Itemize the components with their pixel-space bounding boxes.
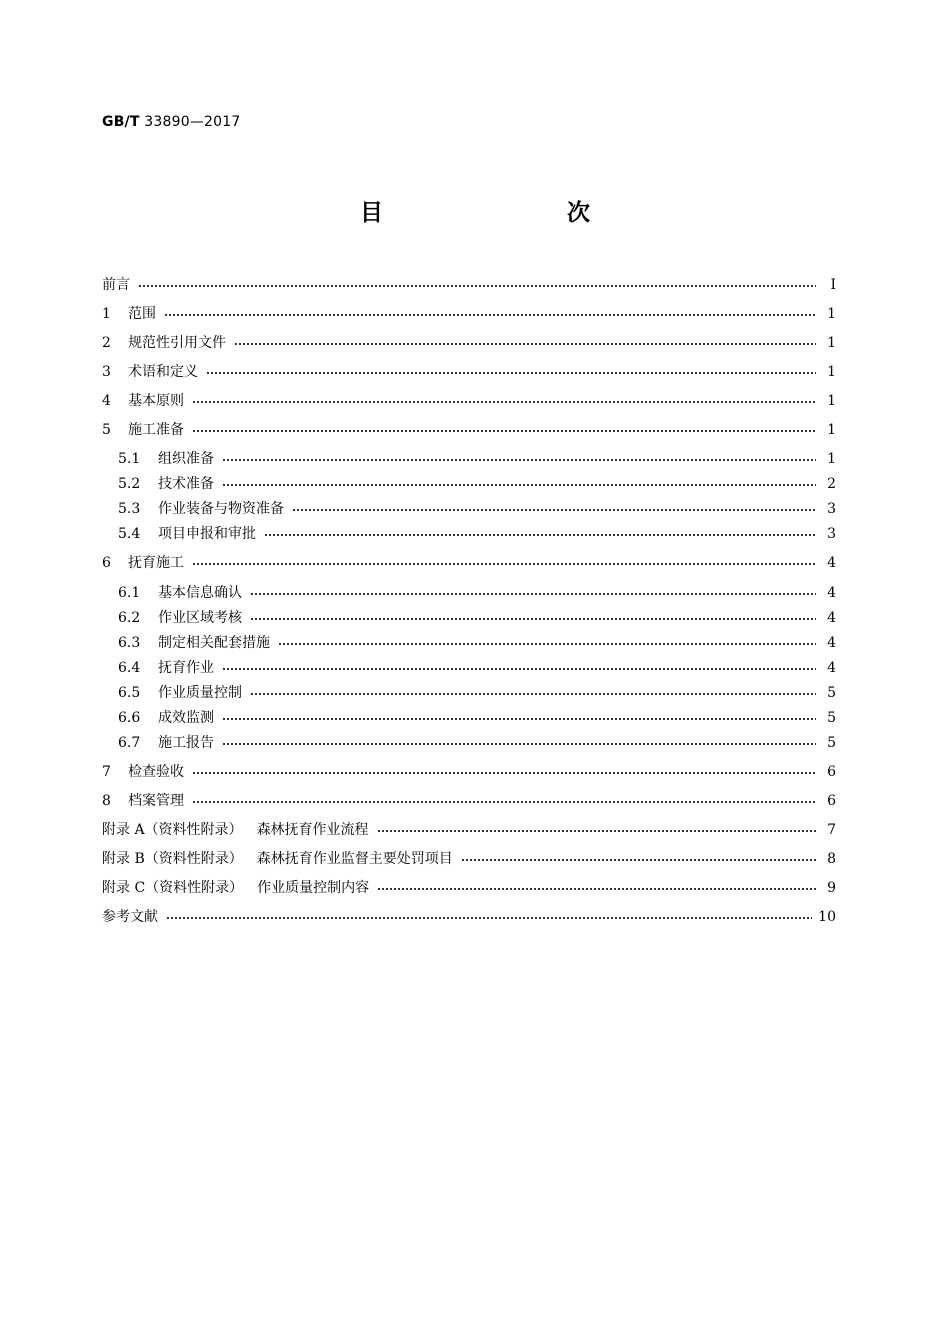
- standard-code: [102, 114, 240, 130]
- toc-entry-2[interactable]: [102, 332, 836, 354]
- toc-entry-label: 8 档案管理: [102, 793, 184, 809]
- toc-page-number: 7: [827, 822, 836, 838]
- toc-entry-6-3[interactable]: [118, 632, 836, 654]
- toc-entry-label: 附录 B（资料性附录） 森林抚育作业监督主要处罚项目: [102, 851, 453, 867]
- toc-entry-label: 6.7 施工报告: [118, 735, 214, 751]
- standard-code-prefix: GB/T: [102, 114, 140, 130]
- dot-leader: [166, 917, 812, 919]
- toc-page-number: 3: [827, 526, 836, 542]
- toc-entry-label: 4 基本原则: [102, 393, 184, 409]
- toc-entry-label: 6.5 作业质量控制: [118, 685, 242, 701]
- toc-page-number: 6: [827, 793, 836, 809]
- toc-page-number: 4: [827, 585, 836, 601]
- toc-entry-6-4[interactable]: [118, 657, 836, 679]
- toc-page-number: 1: [827, 364, 836, 380]
- toc-entry-5-4[interactable]: [118, 523, 836, 545]
- dot-leader: [222, 459, 816, 461]
- toc-page-number: 1: [827, 335, 836, 351]
- toc-entry-foreword[interactable]: [102, 274, 836, 296]
- toc-page-number: 9: [827, 880, 836, 896]
- toc-entry-6-1[interactable]: [118, 582, 836, 604]
- toc-page-number: 4: [827, 635, 836, 651]
- toc-entry-appendix-a[interactable]: [102, 819, 836, 841]
- toc-entry-8[interactable]: [102, 790, 836, 812]
- toc-entry-3[interactable]: [102, 361, 836, 383]
- toc-entry-1[interactable]: [102, 303, 836, 325]
- dot-leader: [164, 314, 816, 316]
- toc-entry-label: 6.6 成效监测: [118, 710, 214, 726]
- toc-entry-6[interactable]: [102, 552, 836, 574]
- toc-entry-label: 5.4 项目申报和审批: [118, 526, 256, 542]
- toc-entry-6-7[interactable]: [118, 732, 836, 754]
- toc-page-number: 5: [827, 735, 836, 751]
- toc-entry-label: 6 抚育施工: [102, 555, 184, 571]
- standard-code-number: 33890—2017: [144, 114, 241, 130]
- dot-leader: [278, 643, 816, 645]
- toc-page-number: 8: [827, 851, 836, 867]
- toc-entry-label: 参考文献: [102, 909, 158, 925]
- dot-leader: [138, 285, 816, 287]
- toc-entry-label: 5.1 组织准备: [118, 451, 214, 467]
- dot-leader: [461, 859, 816, 861]
- dot-leader: [192, 401, 816, 403]
- toc-entry-label: 5.3 作业装备与物资准备: [118, 501, 284, 517]
- toc-entry-6-5[interactable]: [118, 682, 836, 704]
- toc-entry-6-2[interactable]: [118, 607, 836, 629]
- dot-leader: [292, 509, 816, 511]
- dot-leader: [234, 343, 816, 345]
- toc-entry-7[interactable]: [102, 761, 836, 783]
- toc-page-number: 3: [827, 501, 836, 517]
- dot-leader: [192, 430, 816, 432]
- toc-entry-label: 3 术语和定义: [102, 364, 198, 380]
- toc-entry-references[interactable]: [102, 906, 836, 928]
- dot-leader: [264, 534, 816, 536]
- toc-entry-appendix-c[interactable]: [102, 877, 836, 899]
- toc-page-number: 6: [827, 764, 836, 780]
- toc-entry-label: 6.2 作业区域考核: [118, 610, 242, 626]
- toc-entry-label: 1 范围: [102, 306, 156, 322]
- toc-entry-label: 6.1 基本信息确认: [118, 585, 242, 601]
- toc-entry-label: 附录 C（资料性附录） 作业质量控制内容: [102, 880, 370, 896]
- toc-entry-label: 2 规范性引用文件: [102, 335, 226, 351]
- dot-leader: [192, 563, 816, 565]
- toc-entry-label: 7 检查验收: [102, 764, 184, 780]
- dot-leader: [192, 801, 816, 803]
- dot-leader: [250, 693, 816, 695]
- dot-leader: [206, 372, 816, 374]
- toc-page-number: 1: [827, 451, 836, 467]
- toc-page-number: Ⅰ: [830, 277, 836, 293]
- toc-entry-label: 5.2 技术准备: [118, 476, 214, 492]
- toc-page-number: 4: [827, 610, 836, 626]
- dot-leader: [222, 718, 816, 720]
- toc-page-number: 1: [827, 422, 836, 438]
- toc-page-number: 2: [827, 476, 836, 492]
- toc-entry-6-6[interactable]: [118, 707, 836, 729]
- toc-entry-appendix-b[interactable]: [102, 848, 836, 870]
- dot-leader: [222, 668, 816, 670]
- toc-entry-5[interactable]: [102, 419, 836, 441]
- toc-entry-5-1[interactable]: [118, 448, 836, 470]
- toc-page-number: 4: [827, 660, 836, 676]
- toc-page-number: 4: [827, 555, 836, 571]
- toc-page-number: 1: [827, 393, 836, 409]
- toc-entry-5-2[interactable]: [118, 473, 836, 495]
- dot-leader: [222, 484, 816, 486]
- toc-entry-label: 5 施工准备: [102, 422, 184, 438]
- toc-page-number: 1: [827, 306, 836, 322]
- dot-leader: [377, 830, 816, 832]
- toc-entry-label: 6.4 抚育作业: [118, 660, 214, 676]
- dot-leader: [192, 772, 816, 774]
- toc-entry-label: 附录 A（资料性附录） 森林抚育作业流程: [102, 822, 369, 838]
- dot-leader: [377, 888, 816, 890]
- toc-title: 目 次: [360, 200, 636, 226]
- toc-entry-label: 前言: [102, 277, 130, 293]
- toc-page-number: 10: [818, 909, 836, 925]
- toc-page-number: 5: [827, 710, 836, 726]
- dot-leader: [250, 593, 816, 595]
- dot-leader: [222, 743, 816, 745]
- toc-page-number: 5: [827, 685, 836, 701]
- dot-leader: [250, 618, 816, 620]
- toc-entry-label: 6.3 制定相关配套措施: [118, 635, 270, 651]
- toc-entry-5-3[interactable]: [118, 498, 836, 520]
- toc-entry-4[interactable]: [102, 390, 836, 412]
